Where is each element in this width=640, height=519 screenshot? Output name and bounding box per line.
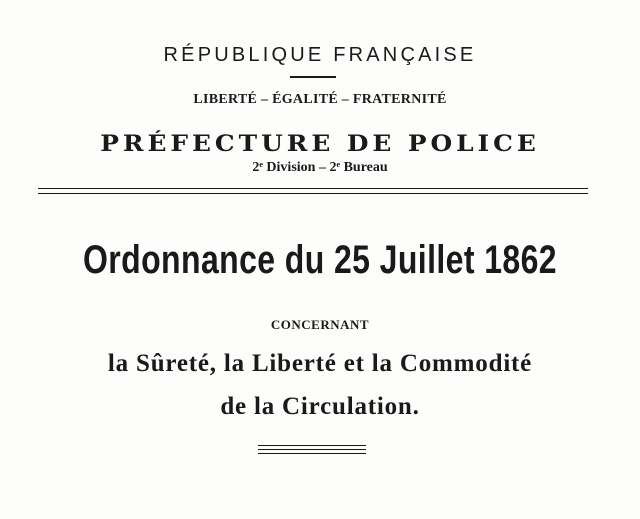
republique-heading: RÉPUBLIQUE FRANÇAISE: [163, 44, 477, 66]
divider-double-top-2: [38, 193, 588, 194]
ordinance-title: Ordonnance du 25 Juillet 1862: [83, 238, 557, 282]
divider-end-1: [258, 445, 366, 446]
prefecture-heading: PRÉFECTURE DE POLICE: [100, 131, 540, 157]
division-bureau: 2ᵉ Division – 2ᵉ Bureau: [252, 160, 388, 175]
concernant-label: CONCERNANT: [270, 317, 370, 332]
divider-short-top: [290, 76, 336, 78]
divider-end-3: [258, 453, 366, 454]
ordinance-subject-line-2: de la Circulation.: [220, 393, 420, 420]
national-motto: LIBERTÉ – ÉGALITÉ – FRATERNITÉ: [193, 92, 447, 107]
divider-double-top-1: [38, 188, 588, 189]
divider-end-2: [258, 449, 366, 450]
ordinance-subject-line-1: la Sûreté, la Liberté et la Commodité: [107, 350, 533, 377]
